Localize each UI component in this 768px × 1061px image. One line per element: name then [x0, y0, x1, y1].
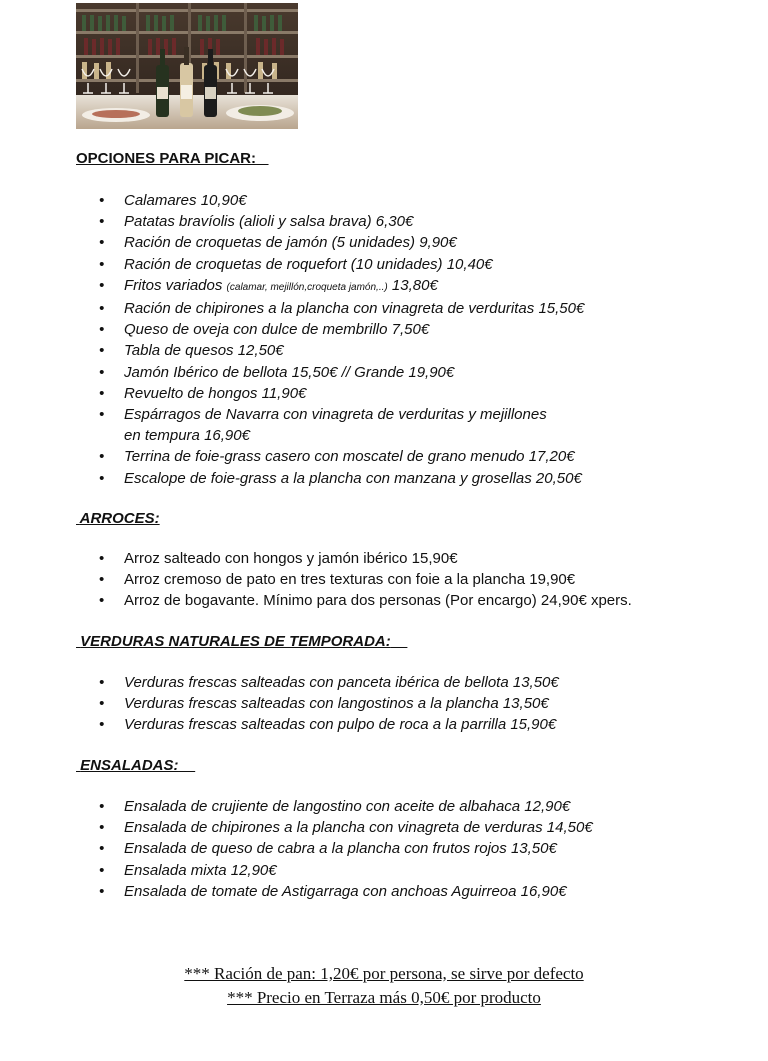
list-item: • Patatas bravíolis (alioli y salsa brava) 6,30€ — [0, 211, 584, 232]
list-item: • Ración de croquetas de roquefort (10 unidades) 10,40€ — [0, 254, 584, 275]
section-title-arroces: ARROCES: — [79, 510, 160, 527]
list-item: • Arroz salteado con hongos y jamón ibérico 15,90€ — [0, 548, 632, 569]
list-item: • Queso de oveja con dulce de membrillo 7,50€ — [0, 319, 584, 340]
list-item: • Verduras frescas salteadas con pulpo de roca a la parrilla 15,90€ — [0, 714, 559, 735]
section-title-ensaladas: ENSALADAS: — [80, 757, 179, 774]
list-item: • Verduras frescas salteadas con panceta ibérica de bellota 13,50€ — [0, 672, 559, 693]
list-item: • Arroz de bogavante. Mínimo para dos personas (Por encargo) 24,90€ xpers. — [0, 590, 632, 611]
footer-note-bread: *** Ración de pan: 1,20€ por persona, se sirve por defecto — [184, 964, 584, 983]
list-item: • Espárragos de Navarra con vinagreta de verduritas y mejillones en tempura 16,90€ — [0, 404, 584, 446]
list-item: • Ensalada de chipirones a la plancha con vinagreta de verduras 14,50€ — [0, 817, 593, 838]
menu-list-arroces — [0, 548, 632, 612]
list-item: • Jamón Ibérico de bellota 15,50€ // Grande 19,90€ — [0, 362, 584, 383]
section-title-picar: OPCIONES PARA PICAR: — [76, 150, 257, 167]
list-item: • Ensalada de crujiente de langostino con aceite de albahaca 12,90€ — [0, 796, 593, 817]
footer-note-terrace: *** Precio en Terraza más 0,50€ por producto — [227, 988, 541, 1007]
list-item: • Verduras frescas salteadas con langostinos a la plancha 13,50€ — [0, 693, 559, 714]
list-item: • Escalope de foie-grass a la plancha con manzana y grosellas 20,50€ — [0, 468, 584, 489]
list-item: • Ensalada de queso de cabra a la plancha con frutos rojos 13,50€ — [0, 838, 593, 859]
list-item: • Ración de chipirones a la plancha con vinagreta de verduritas 15,50€ — [0, 298, 584, 319]
list-item: • Revuelto de hongos 11,90€ — [0, 383, 584, 404]
menu-list-picar — [0, 190, 584, 489]
menu-list-ensaladas — [0, 796, 593, 902]
menu-list-verduras — [0, 672, 559, 736]
header-photo-wine-bar — [76, 3, 298, 129]
list-item: • Fritos variados (calamar, mejillón,croqueta jamón,..) 13,80€ — [0, 275, 584, 298]
section-title-verduras: VERDURAS NATURALES DE TEMPORADA: — [80, 633, 391, 650]
list-item: • Ración de croquetas de jamón (5 unidades) 9,90€ — [0, 232, 584, 253]
list-item: • Ensalada mixta 12,90€ — [0, 860, 593, 881]
list-item: • Terrina de foie-grass casero con moscatel de grano menudo 17,20€ — [0, 446, 584, 467]
list-item: • Arroz cremoso de pato en tres texturas con foie a la plancha 19,90€ — [0, 569, 632, 590]
item-note: (calamar, mejillón,croqueta jamón,..) — [226, 281, 388, 293]
list-item: • Calamares 10,90€ — [0, 190, 584, 211]
list-item: • Ensalada de tomate de Astigarraga con anchoas Aguirreoa 16,90€ — [0, 881, 593, 902]
list-item: • Tabla de quesos 12,50€ — [0, 340, 584, 361]
